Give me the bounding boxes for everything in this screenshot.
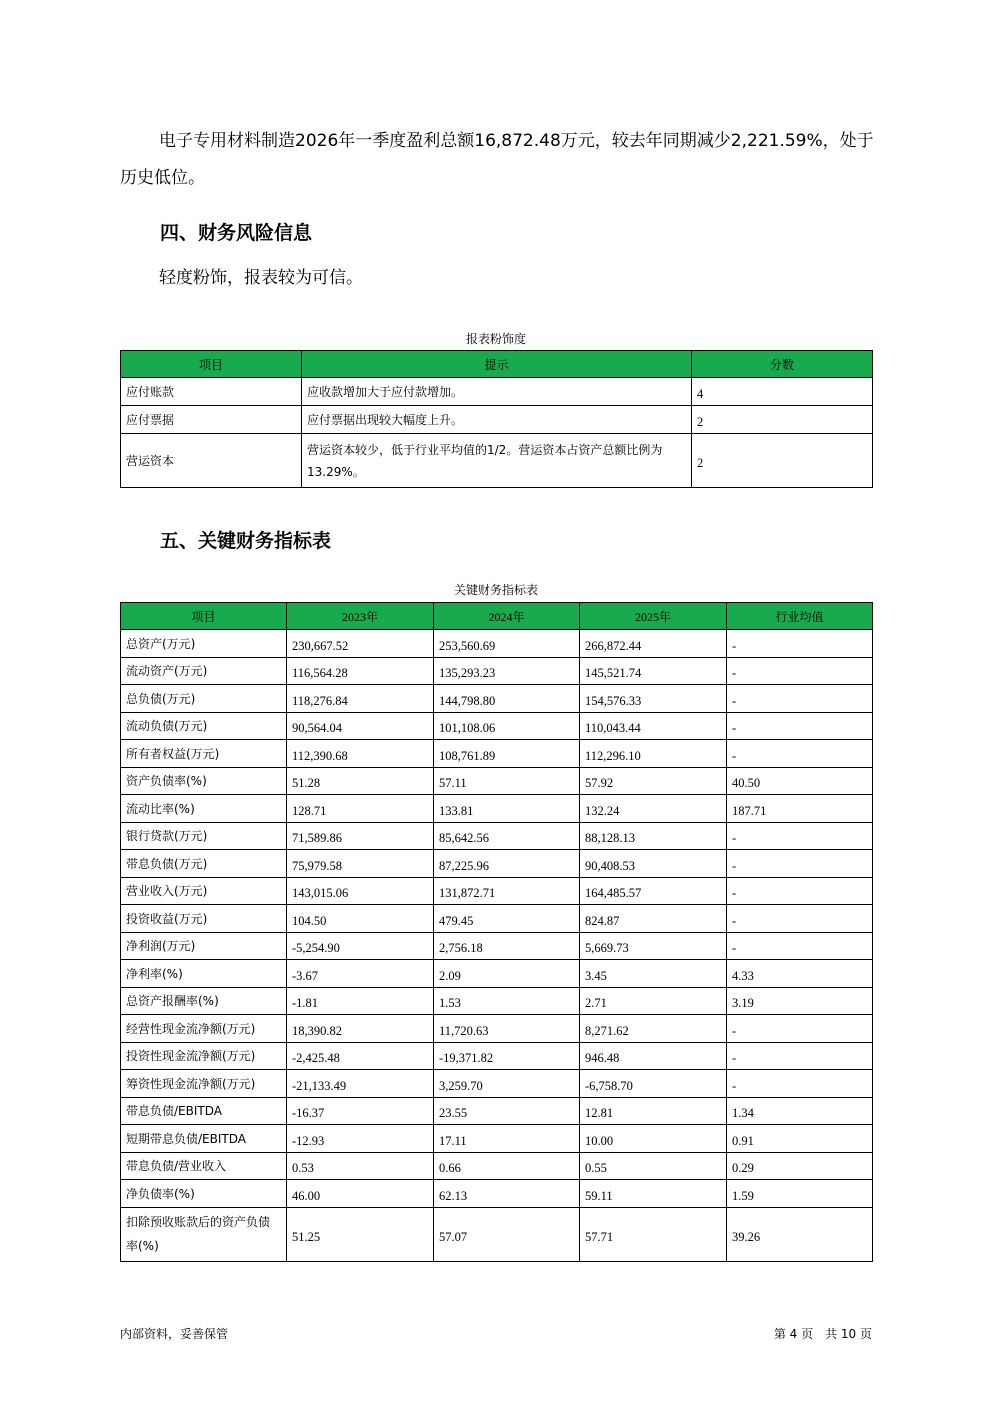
value-industry-avg: - <box>727 712 873 740</box>
value-2023: 51.28 <box>287 767 434 795</box>
value-industry-avg: 40.50 <box>727 767 873 795</box>
value-industry-avg: - <box>727 685 873 713</box>
risk-hint: 应收款增加大于应付款增加。 <box>302 378 692 406</box>
value-2025: 145,521.74 <box>580 657 727 685</box>
value-2025: 2.71 <box>580 987 727 1015</box>
value-industry-avg: - <box>727 657 873 685</box>
indicator-name: 营业收入(万元) <box>121 877 287 905</box>
value-industry-avg: - <box>727 822 873 850</box>
value-2023: -2,425.48 <box>287 1042 434 1070</box>
value-industry-avg: - <box>727 1015 873 1043</box>
table-row <box>121 877 873 905</box>
table-row <box>121 685 873 713</box>
table-row <box>121 1152 873 1180</box>
value-2023: 230,667.52 <box>287 630 434 658</box>
risk-table <box>120 350 873 488</box>
risk-score: 2 <box>692 406 873 434</box>
header-item: 项目 <box>121 603 287 630</box>
value-2025: 824.87 <box>580 905 727 933</box>
table-row <box>121 1015 873 1043</box>
indicator-name: 资产负债率(%) <box>121 767 287 795</box>
value-2024: 1.53 <box>434 987 580 1015</box>
section4-heading: 四、财务风险信息 <box>160 222 313 244</box>
value-2025: 57.71 <box>580 1207 727 1261</box>
table-row <box>121 987 873 1015</box>
value-2024: 2,756.18 <box>434 932 580 960</box>
table-row <box>121 1042 873 1070</box>
table-row <box>121 822 873 850</box>
table-row <box>121 767 873 795</box>
table-row <box>121 850 873 878</box>
indicator-name: 总资产(万元) <box>121 630 287 658</box>
risk-item: 应付票据 <box>121 406 302 434</box>
value-2023: -3.67 <box>287 960 434 988</box>
value-industry-avg: 187.71 <box>727 795 873 823</box>
value-2023: -5,254.90 <box>287 932 434 960</box>
value-2025: 90,408.53 <box>580 850 727 878</box>
header-2024: 2024年 <box>434 603 580 630</box>
value-industry-avg: - <box>727 932 873 960</box>
intro-paragraph: 电子专用材料制造2026年一季度盈利总额16,872.48万元，较去年同期减少2,221.59%，处于历史低位。 <box>120 131 874 188</box>
value-industry-avg: - <box>727 850 873 878</box>
value-2025: 88,128.13 <box>580 822 727 850</box>
value-2025: 3.45 <box>580 960 727 988</box>
value-2023: 128.71 <box>287 795 434 823</box>
value-2024: 253,560.69 <box>434 630 580 658</box>
value-2025: 154,576.33 <box>580 685 727 713</box>
value-2023: -12.93 <box>287 1125 434 1153</box>
table-row <box>121 406 873 434</box>
table-row <box>121 932 873 960</box>
value-industry-avg: - <box>727 1042 873 1070</box>
value-industry-avg: 1.34 <box>727 1097 873 1125</box>
indicator-name: 扣除预收账款后的资产负债率(%) <box>121 1207 287 1261</box>
value-2024: 57.07 <box>434 1207 580 1261</box>
risk-item: 应付账款 <box>121 378 302 406</box>
value-2023: 143,015.06 <box>287 877 434 905</box>
value-2024: 11,720.63 <box>434 1015 580 1043</box>
value-2024: 3,259.70 <box>434 1070 580 1098</box>
value-2025: 8,271.62 <box>580 1015 727 1043</box>
value-2023: -21,133.49 <box>287 1070 434 1098</box>
value-industry-avg: 4.33 <box>727 960 873 988</box>
value-industry-avg: - <box>727 905 873 933</box>
indicator-name: 投资收益(万元) <box>121 905 287 933</box>
value-2023: 46.00 <box>287 1180 434 1208</box>
table-row <box>121 960 873 988</box>
header-2023: 2023年 <box>287 603 434 630</box>
value-2023: -16.37 <box>287 1097 434 1125</box>
value-2024: 108,761.89 <box>434 740 580 768</box>
value-industry-avg: 0.29 <box>727 1152 873 1180</box>
indicator-name: 流动资产(万元) <box>121 657 287 685</box>
header-score: 分数 <box>692 351 873 378</box>
value-2023: 116,564.28 <box>287 657 434 685</box>
table-row <box>121 657 873 685</box>
footer-page-number: 第 4 页 共 10 页 <box>773 1327 872 1341</box>
value-2024: 135,293.23 <box>434 657 580 685</box>
value-2025: 164,485.57 <box>580 877 727 905</box>
value-2025: 132.24 <box>580 795 727 823</box>
value-2025: 110,043.44 <box>580 712 727 740</box>
value-2023: 18,390.82 <box>287 1015 434 1043</box>
risk-score: 4 <box>692 378 873 406</box>
header-hint: 提示 <box>302 351 692 378</box>
value-2024: 62.13 <box>434 1180 580 1208</box>
value-industry-avg: 39.26 <box>727 1207 873 1261</box>
value-2025: 59.11 <box>580 1180 727 1208</box>
value-2023: 112,390.68 <box>287 740 434 768</box>
value-2023: 0.53 <box>287 1152 434 1180</box>
indicator-name: 筹资性现金流净额(万元) <box>121 1070 287 1098</box>
indicator-name: 净利润(万元) <box>121 932 287 960</box>
value-2023: 71,589.86 <box>287 822 434 850</box>
value-industry-avg: 1.59 <box>727 1180 873 1208</box>
value-2025: 57.92 <box>580 767 727 795</box>
value-2023: 75,979.58 <box>287 850 434 878</box>
value-industry-avg: 3.19 <box>727 987 873 1015</box>
indicator-name: 流动负债(万元) <box>121 712 287 740</box>
table-row <box>121 712 873 740</box>
header-item: 项目 <box>121 351 302 378</box>
value-2024: 144,798.80 <box>434 685 580 713</box>
value-2023: 104.50 <box>287 905 434 933</box>
indicator-name: 短期带息负债/EBITDA <box>121 1125 287 1153</box>
value-2024: 0.66 <box>434 1152 580 1180</box>
value-2023: 118,276.84 <box>287 685 434 713</box>
risk-hint: 营运资本较少，低于行业平均值的1/2。营运资本占资产总额比例为13.29%。 <box>302 434 692 488</box>
value-industry-avg: - <box>727 1070 873 1098</box>
table-row <box>121 1070 873 1098</box>
risk-item: 营运资本 <box>121 434 302 488</box>
risk-table-header <box>121 351 873 378</box>
value-2025: 10.00 <box>580 1125 727 1153</box>
value-2024: -19,371.82 <box>434 1042 580 1070</box>
value-2023: 90,564.04 <box>287 712 434 740</box>
value-2024: 17.11 <box>434 1125 580 1153</box>
value-industry-avg: 0.91 <box>727 1125 873 1153</box>
indicator-name: 投资性现金流净额(万元) <box>121 1042 287 1070</box>
value-2024: 2.09 <box>434 960 580 988</box>
table-row <box>121 434 873 488</box>
footer-confidential: 内部资料，妥善保管 <box>120 1327 229 1341</box>
value-2023: 51.25 <box>287 1207 434 1261</box>
risk-summary: 轻度粉饰，报表较为可信。 <box>159 268 363 288</box>
value-2024: 87,225.96 <box>434 850 580 878</box>
value-2025: 112,296.10 <box>580 740 727 768</box>
table-row <box>121 1125 873 1153</box>
value-industry-avg: - <box>727 877 873 905</box>
value-industry-avg: - <box>727 740 873 768</box>
indicator-name: 净负债率(%) <box>121 1180 287 1208</box>
table-row <box>121 1207 873 1261</box>
indicator-table <box>120 602 873 1262</box>
value-2025: 12.81 <box>580 1097 727 1125</box>
indicator-name: 经营性现金流净额(万元) <box>121 1015 287 1043</box>
value-industry-avg: - <box>727 630 873 658</box>
risk-score: 2 <box>692 434 873 488</box>
table-row <box>121 1180 873 1208</box>
indicator-name: 总负债(万元) <box>121 685 287 713</box>
indicator-name: 所有者权益(万元) <box>121 740 287 768</box>
value-2024: 131,872.71 <box>434 877 580 905</box>
value-2023: -1.81 <box>287 987 434 1015</box>
indicator-name: 带息负债/营业收入 <box>121 1152 287 1180</box>
value-2024: 85,642.56 <box>434 822 580 850</box>
value-2025: -6,758.70 <box>580 1070 727 1098</box>
indicator-name: 总资产报酬率(%) <box>121 987 287 1015</box>
value-2024: 23.55 <box>434 1097 580 1125</box>
risk-table-caption: 报表粉饰度 <box>465 332 526 346</box>
table-row <box>121 740 873 768</box>
value-2024: 57.11 <box>434 767 580 795</box>
indicator-name: 流动比率(%) <box>121 795 287 823</box>
indicator-name: 净利率(%) <box>121 960 287 988</box>
table-row <box>121 905 873 933</box>
risk-hint: 应付票据出现较大幅度上升。 <box>302 406 692 434</box>
header-industry-avg: 行业均值 <box>727 603 873 630</box>
indicator-name: 带息负债(万元) <box>121 850 287 878</box>
value-2024: 479.45 <box>434 905 580 933</box>
indicator-table-caption: 关键财务指标表 <box>453 583 538 597</box>
table-row <box>121 378 873 406</box>
value-2025: 946.48 <box>580 1042 727 1070</box>
table-row <box>121 795 873 823</box>
indicator-table-header <box>121 603 873 630</box>
value-2025: 5,669.73 <box>580 932 727 960</box>
value-2025: 266,872.44 <box>580 630 727 658</box>
table-row <box>121 630 873 658</box>
value-2025: 0.55 <box>580 1152 727 1180</box>
value-2024: 101,108.06 <box>434 712 580 740</box>
value-2024: 133.81 <box>434 795 580 823</box>
indicator-name: 带息负债/EBITDA <box>121 1097 287 1125</box>
indicator-name: 银行贷款(万元) <box>121 822 287 850</box>
header-2025: 2025年 <box>580 603 727 630</box>
section5-heading: 五、关键财务指标表 <box>160 530 332 552</box>
table-row <box>121 1097 873 1125</box>
